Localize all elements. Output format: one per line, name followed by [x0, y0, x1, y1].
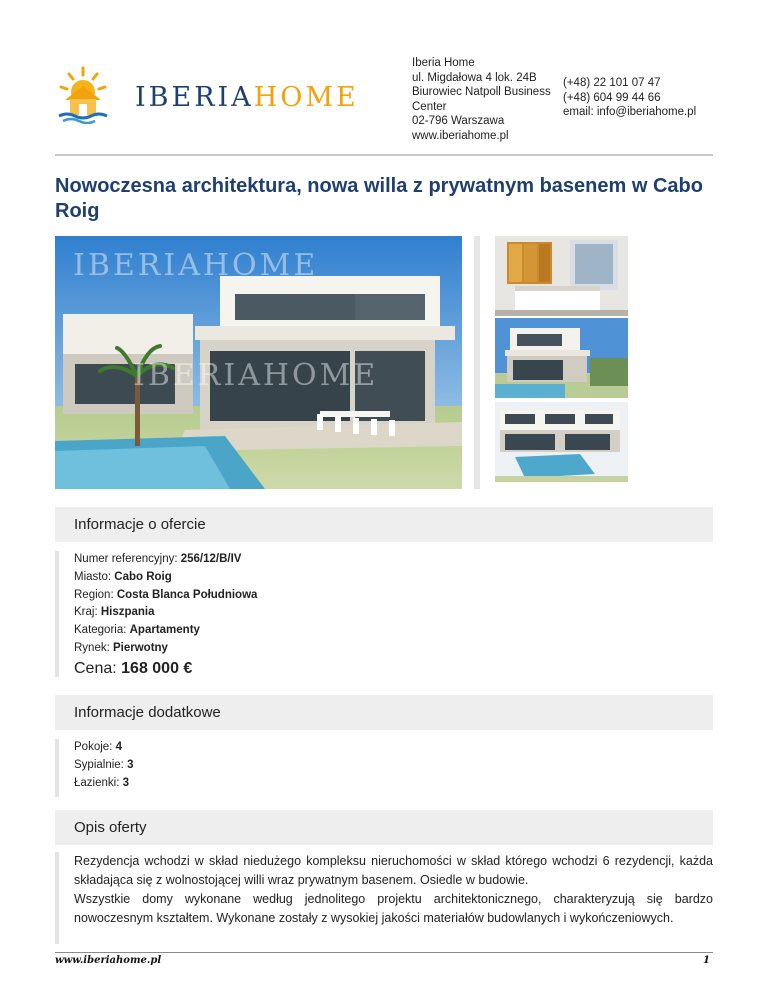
market-value: Pierwotny	[113, 641, 168, 654]
page-number: 1	[703, 955, 710, 966]
bedroom-image	[495, 236, 628, 316]
thumbnail-villa-side[interactable]	[495, 318, 628, 398]
reference-number: 256/12/B/IV	[180, 553, 242, 565]
detail-row: Pokoje: 4	[74, 741, 122, 753]
price: Cena: 168 000 €	[74, 659, 193, 677]
country-value: Hiszpania	[100, 606, 155, 619]
sun-house-icon	[55, 62, 130, 124]
image-divider	[474, 236, 480, 489]
address-line: ul. Migdałowa 4 lok. 24B	[412, 71, 537, 84]
description-paragraph: Wszystkie domy wykonane według jednolitego projektu architektonicznego, charakteryzują się bardzo nowoczesnym kształtem. Wykonane zostały z wysokiej jakości materiałów budowlanych i wykończeniowych.	[74, 892, 713, 925]
address-line: 02-796 Warszawa	[412, 115, 505, 127]
category-value: Apartamenty	[129, 624, 200, 637]
offer-details	[55, 551, 713, 677]
main-property-image[interactable]	[55, 236, 462, 489]
watermark-text: IBERIAHOME	[73, 248, 319, 283]
bedrooms-value: 3	[127, 758, 134, 771]
address-line: Iberia Home	[412, 57, 475, 69]
detail-row: Rynek: Pierwotny	[74, 641, 168, 654]
city-value: Cabo Roig	[114, 570, 172, 583]
address-line: Center	[412, 100, 447, 113]
company-address	[412, 56, 551, 143]
section-header-description: Opis oferty	[55, 810, 713, 845]
page-title: Nowoczesna architektura, nowa willa z prywatnym basenem w Cabo Roig	[55, 175, 703, 222]
detail-row: Kategoria: Apartamenty	[74, 624, 200, 637]
detail-row: Numer referencyjny: 256/12/B/IV	[74, 553, 242, 565]
header-divider	[55, 154, 713, 156]
logo-wordmark: IBERIAHOME	[135, 82, 359, 113]
section-header-additional: Informacje dodatkowe	[55, 695, 713, 730]
detail-row: Łazienki: 3	[74, 776, 129, 789]
company-logo	[55, 62, 375, 124]
watermark-text: IBERIAHOME	[133, 358, 379, 393]
description-paragraph: Rezydencja wchodzi w skład niedużego kompleksu nieruchomości w skład którego wchodzi 6 rezydencji, każda składająca się z wolnostojącej willi wraz prywatnym basenem. Osiedle w budowie.	[74, 854, 713, 887]
villa-aerial-image	[495, 402, 628, 482]
region-value: Costa Blanca Południowa	[116, 588, 258, 601]
phone-2[interactable]: (+48) 604 99 44 66	[563, 91, 661, 104]
bathrooms-value: 3	[122, 776, 129, 789]
villa-side-image	[495, 318, 628, 398]
footer-divider	[55, 952, 713, 953]
detail-row: Region: Costa Blanca Południowa	[74, 588, 258, 601]
phone-1[interactable]: (+48) 22 101 07 47	[563, 77, 661, 89]
address-line: Biurowiec Natpoll Business	[412, 86, 551, 98]
thumbnail-villa-aerial[interactable]	[495, 402, 628, 482]
company-contacts	[563, 76, 696, 120]
additional-details	[55, 739, 713, 797]
section-header-offer: Informacje o ofercie	[55, 507, 713, 542]
website-link[interactable]: www.iberiahome.pl	[412, 129, 509, 142]
detail-row: Kraj: Hiszpania	[74, 606, 155, 619]
rooms-value: 4	[115, 741, 122, 753]
email-link[interactable]: email: info@iberiahome.pl	[563, 106, 697, 118]
detail-row: Miasto: Cabo Roig	[74, 570, 172, 583]
thumbnail-bedroom[interactable]	[495, 236, 628, 316]
detail-row: Sypialnie: 3	[74, 758, 134, 771]
description-body	[55, 852, 713, 944]
price-value: 168 000 €	[121, 659, 193, 677]
footer-url[interactable]: www.iberiahome.pl	[55, 955, 162, 966]
